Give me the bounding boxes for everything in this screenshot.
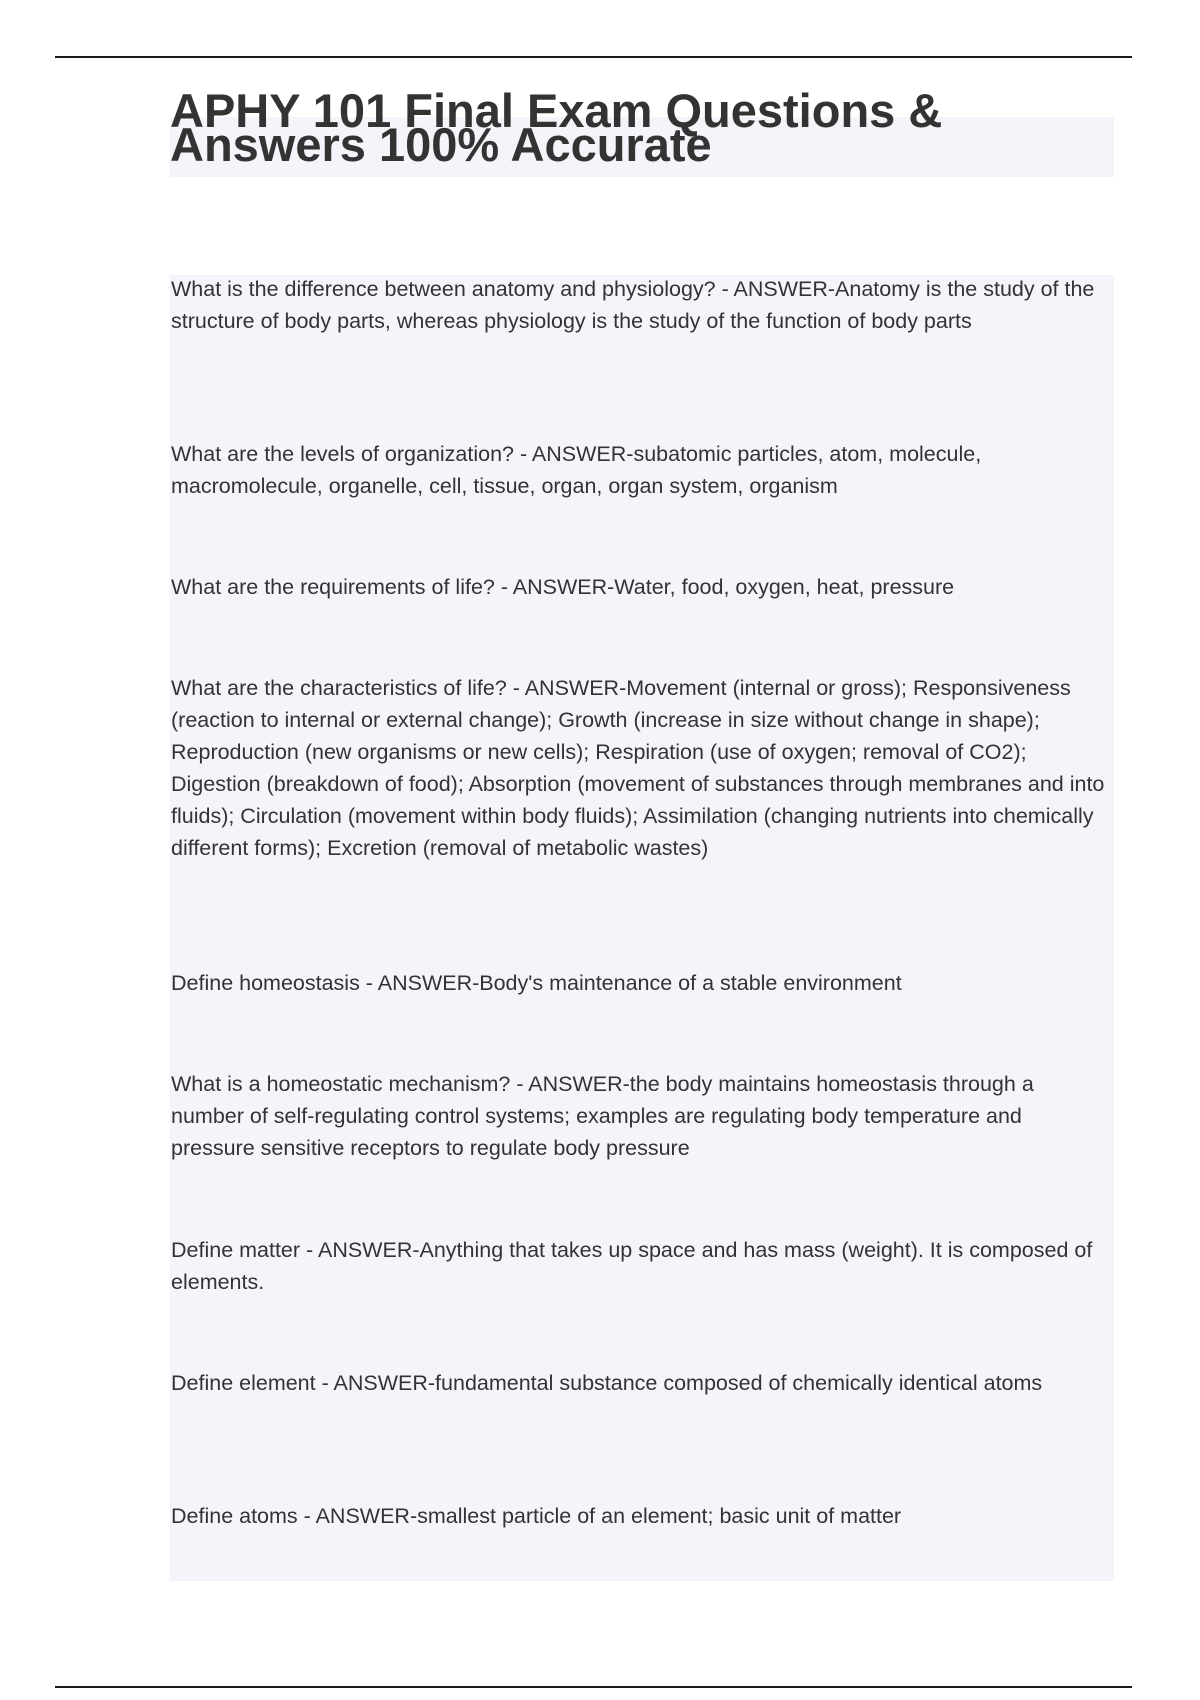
top-rule: [55, 56, 1132, 58]
qa-item: Define homeostasis - ANSWER-Body's maintenance of a stable environment: [171, 971, 902, 995]
qa-item: Define atoms - ANSWER-smallest particle of an element; basic unit of matter: [171, 1504, 902, 1528]
qa-item: What is a homeostatic mechanism? - ANSWER-the body maintains homeostasis through a number of self-regulating control systems; examples are regulating body temperature and pressure sensitive receptors to regulate body pressure: [171, 1072, 1034, 1160]
qa-item: Define matter - ANSWER-Anything that takes up space and has mass (weight). It is composed of elements.: [171, 1238, 1093, 1294]
qa-item: What is the difference between anatomy and physiology? - ANSWER-Anatomy is the study of the structure of body parts, whereas physiology is the study of the function of body parts: [171, 277, 1095, 333]
qa-item: What are the requirements of life? - ANSWER-Water, food, oxygen, heat, pressure: [171, 575, 955, 599]
qa-item: What are the characteristics of life? - ANSWER-Movement (internal or gross); Responsiveness (reaction to internal or external change); Growth (increase in size without change in shape); Reproduction (new organisms or new cells); Respiration (use of oxygen; removal of CO2); Digestion (breakdown of food); Absorption (movement of substances through membranes and into fluids); Circulation (movement within body fluids); Assimilation (changing nutrients into chemically different forms); Excretion (removal of metabolic wastes): [171, 676, 1105, 860]
qa-item: Define element - ANSWER-fundamental substance composed of chemically identical atoms: [171, 1371, 1043, 1395]
document-title: APHY 101 Final Exam Questions & Answers 100% Accurate: [170, 84, 943, 171]
bottom-rule: [55, 1686, 1132, 1688]
qa-item: What are the levels of organization? - ANSWER-subatomic particles, atom, molecule, macromolecule, organelle, cell, tissue, organ, organ system, organism: [171, 442, 982, 498]
